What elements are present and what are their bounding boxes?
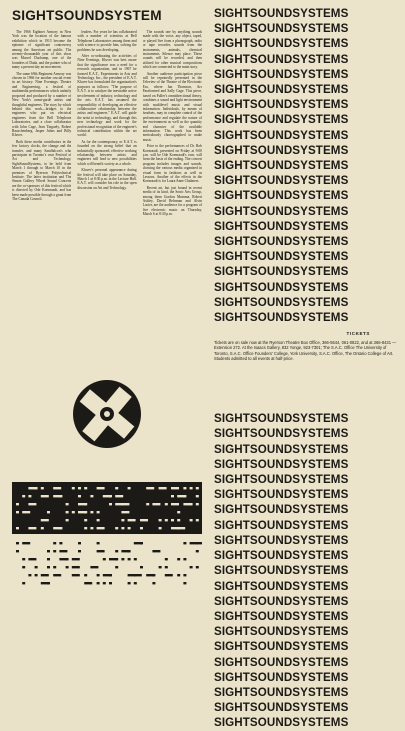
matrix-dot (152, 503, 160, 505)
matrix-dot (28, 495, 31, 497)
matrix-dot (66, 503, 69, 505)
matrix-dot (47, 582, 50, 584)
matrix-dot (41, 574, 49, 576)
dot-matrix-illustration (12, 474, 202, 594)
matrix-dot (121, 511, 129, 513)
wordmark-line: SIGHTSOUNDSYSTEMS (214, 83, 349, 97)
wordmark-line: SIGHTSOUNDSYSTEMS (214, 52, 349, 66)
matrix-dot (22, 558, 25, 560)
wordmark-line: SIGHTSOUNDSYSTEMS (214, 174, 349, 188)
paragraph: As for the contemporary, or E.A.T. is founded on the strong belief that an industrially sponsored, effective working relationship between artists and engineers will lead to new possibilities which will benefit society as a whole. (77, 139, 137, 166)
matrix-dot (22, 582, 25, 584)
matrix-dot (152, 550, 160, 552)
wordmark-line: SIGHTSOUNDSYSTEMS (214, 295, 349, 309)
paragraph: Another audience participation piece will be repeatedly presented in the Teleview of the Theatre of the Electronic Era, where Ian Thomson, Ars Paraformed and Sally Cage. This piece, based on Fuller's omnidirectional theory, combines a sound and light environment with multilevel music and visual information. Individuals, by means of headsets, may in complete control of the performance and regulate the nature of the environment as well as the quantity and character of the available information. This work has been meticulously choreographed to make music. (142, 71, 202, 142)
matrix-dot (177, 511, 180, 513)
matrix-dot (109, 574, 112, 576)
wordmark-line: SIGHTSOUNDSYSTEMS (214, 113, 349, 127)
repeated-wordmark-block-top (214, 6, 400, 325)
matrix-dot (152, 582, 155, 584)
matrix-dot (165, 566, 168, 568)
matrix-dot (97, 582, 100, 584)
matrix-dot (177, 558, 180, 560)
matrix-dot (140, 527, 143, 529)
wordmark-line: SIGHTSOUNDSYSTEMS (214, 625, 349, 639)
matrix-dot (190, 503, 193, 505)
matrix-dot (97, 511, 100, 513)
matrix-dot (109, 582, 112, 584)
wordmark-line: SIGHTSOUNDSYSTEMS (214, 311, 349, 325)
matrix-dot (196, 550, 199, 552)
matrix-dot (115, 550, 118, 552)
matrix-dot (146, 487, 154, 489)
matrix-dot (183, 487, 186, 489)
wordmark-line: SIGHTSOUNDSYSTEMS (214, 7, 349, 20)
wordmark-line: SIGHTSOUNDSYSTEMS (214, 412, 349, 426)
matrix-dot (84, 519, 87, 521)
matrix-dot (196, 542, 202, 544)
matrix-dot (171, 503, 179, 505)
matrix-dot (140, 566, 143, 568)
wordmark-line: SIGHTSOUNDSYSTEMS (214, 473, 349, 487)
matrix-dot (109, 503, 112, 505)
matrix-dot (177, 574, 180, 576)
matrix-dot (140, 542, 143, 544)
matrix-dot (72, 574, 80, 576)
matrix-dot (134, 582, 137, 584)
matrix-dot (66, 558, 69, 560)
paragraph: Price to the performances of Dr. Rob Koenraadt, presented on Friday at 9:00 p.m. will be Ode Koenraadt's own, will form the basis of the ending. The concert program includes images and sounds, showing the various media organized in visual form in fashions as well as Lessons. Another of the effects in the Koenraadt is for Laura Anne Chalmers. (142, 144, 202, 184)
matrix-dot (16, 527, 19, 529)
matrix-dot (35, 487, 38, 489)
matrix-dot (128, 487, 131, 489)
paragraph: The 1966 Eightnet Armory in New York was the location of the famous exhibition which in 1913 become the epitome of significant controversy among the American art public. The seventy-thousandth year of this show was Marcel Duchamp, one of the founders of Dada, and the painter who of many a present day art movement. (12, 30, 72, 70)
wordmark-line: SIGHTSOUNDSYSTEMS (214, 98, 349, 112)
wordmark-line: SIGHTSOUNDSYSTEMS (214, 442, 349, 456)
matrix-dot (59, 495, 62, 497)
matrix-dot (97, 487, 105, 489)
wordmark-line: SIGHTSOUNDSYSTEMS (214, 189, 349, 203)
matrix-dot (183, 574, 186, 576)
matrix-dot (115, 527, 118, 529)
article-title: SIGHTSOUNDSYSTEM (12, 8, 162, 23)
matrix-dot (66, 519, 69, 521)
wordmark-line: SIGHTSOUNDSYSTEMS (214, 685, 349, 699)
matrix-dot (16, 550, 19, 552)
matrix-dot (72, 487, 75, 489)
matrix-dot (53, 550, 56, 552)
matrix-dot (97, 527, 105, 529)
matrix-dot (159, 519, 162, 521)
wordmark-line: SIGHTSOUNDSYSTEMS (214, 579, 349, 593)
wordmark-line: SIGHTSOUNDSYSTEMS (214, 488, 349, 502)
matrix-dot (115, 487, 118, 489)
matrix-dot (16, 542, 19, 544)
paragraph: Recent art, but just bound in recent media of its kind, the Sonic Arts Group, among them Gordon Mumma, Robert Ashley, David Behrman and Alvin Lucier, are the audience for a program of live electronic music on Thursday, March 6 at 8:30 p.m. (142, 185, 202, 217)
matrix-dot (165, 519, 168, 521)
matrix-dot (165, 503, 168, 505)
wordmark-line: SIGHTSOUNDSYSTEMS (214, 37, 349, 51)
matrix-dot (152, 574, 155, 576)
wordmark-line: SIGHTSOUNDSYSTEMS (214, 204, 349, 218)
matrix-dot (35, 574, 38, 576)
matrix-dot (41, 495, 49, 497)
matrix-dot (47, 550, 50, 552)
paragraph: The same 69th Regiment Armory was chosen in 1966 for another crucial event in art history: Nine Evenings: Theatre and Engineering, a festival of multimedia performances which unfairly proposed and produced by a number of New York's avant-garde artists and thoughtful engineers. The story by which behind this work—bridges to the engineers who put on electrical engineers from the Bell Telephone Laboratories, and a close collaborator with John Cage, Jean Tinguely, Robert Rauschenberg, Jasper Johns and Billy Kluver. (12, 71, 72, 138)
matrix-dot (84, 527, 87, 529)
matrix-dot (84, 574, 87, 576)
matrix-dot (128, 519, 136, 521)
wordmark-line: SIGHTSOUNDSYSTEMS (214, 640, 349, 654)
matrix-dot (84, 582, 92, 584)
wordmark-line: SIGHTSOUNDSYSTEMS (214, 564, 349, 578)
matrix-dot (196, 566, 199, 568)
matrix-dot (47, 511, 50, 513)
matrix-dot (78, 542, 81, 544)
matrix-dot (97, 542, 100, 544)
matrix-dot (84, 487, 87, 489)
paragraph: Kluver's personal appearance during the festival will take place on Saturday, March 1 at 8:30 p.m. in the Lecture Hall. E.A.T. will consider his role in the open discussion on Art and Technology. (77, 168, 137, 190)
wordmark-line: SIGHTSOUNDSYSTEMS (214, 655, 349, 669)
matrix-dot (84, 503, 87, 505)
matrix-dot (90, 511, 93, 513)
tickets-box (214, 331, 400, 405)
matrix-dot (134, 574, 142, 576)
circle-cross-illustration (12, 367, 202, 462)
matrix-dot (171, 519, 174, 521)
matrix-dot (59, 542, 62, 544)
wordmark-line: SIGHTSOUNDSYSTEMS (214, 533, 349, 547)
matrix-dot (128, 527, 131, 529)
matrix-dot (165, 558, 168, 560)
matrix-dot (128, 558, 131, 560)
wordmark-line: SIGHTSOUNDSYSTEMS (214, 67, 349, 81)
matrix-dot (121, 558, 124, 560)
wordmark-line: SIGHTSOUNDSYSTEMS (214, 503, 349, 517)
matrix-dot (115, 558, 118, 560)
matrix-dot (16, 511, 19, 513)
matrix-dot (22, 566, 25, 568)
repeated-wordmark-block-bottom (214, 411, 400, 730)
matrix-dot (22, 495, 25, 497)
matrix-dot (22, 542, 30, 544)
matrix-dot (196, 487, 199, 489)
paragraph: leaders. For years he has collaborated with a number of scientists at Bell Telephone Laboratories among them and with science to provide him, solving the problems he was developing. (77, 30, 137, 52)
wordmark-line: SIGHTSOUNDSYSTEMS (214, 670, 349, 684)
paragraph: Both these media contributors in the few factory clocks, the change and the transfer, and many Sandfalcon's who participate in Toronto's own Festival of Art and Technology, SightSoundSystems, to be held from March 1 through to March 10 in the premises of Ryerson Polytechnical Institute. The latter institution and The Simon Gallery Wheel Sound Concerts are the co-sponsors of this festival which is directed by Ode Koenraadt, and has been made possible through a grant from The Canada Council. (12, 139, 72, 202)
matrix-dot (121, 503, 129, 505)
matrix-dot (53, 542, 56, 544)
matrix-dot (97, 550, 105, 552)
matrix-dot (159, 566, 162, 568)
paragraph: After co-ordinating the activities of Nine Evenings, Kluver was best aware that the significance was a need for a research organization, and in 1967 he formed E.A.T., Experiments in Arts and Technology. Inc., the president of E.A.T. Kluver has formulated the organization's purposes as follows: "The purpose of E.A.T. is to catalyze the inevitable active involvement of industry, technology and the arts. E.A.T. has assumed the responsibility of developing an effective collaborative relationship between the artists and engineers." E.A.T. will guide the artist to technology, and through this new technology and work for the professional recognition of the engineer's technical contribution within the art world. (77, 54, 137, 138)
matrix-dot (97, 574, 100, 576)
matrix-dot (41, 527, 44, 529)
tickets-heading: TICKETS (346, 331, 370, 337)
matrix-dot (115, 495, 123, 497)
wordmark-line: SIGHTSOUNDSYSTEMS (214, 518, 349, 532)
matrix-dot (177, 519, 180, 521)
sightsound-sidebar (214, 6, 400, 730)
matrix-dot (72, 558, 80, 560)
wordmark-line: SIGHTSOUNDSYSTEMS (214, 457, 349, 471)
matrix-dot (183, 558, 186, 560)
matrix-dot (28, 558, 36, 560)
wordmark-line: SIGHTSOUNDSYSTEMS (214, 609, 349, 623)
wordmark-line: SIGHTSOUNDSYSTEMS (214, 143, 349, 157)
matrix-dot (22, 511, 30, 513)
matrix-dot (90, 495, 93, 497)
wordmark-line: SIGHTSOUNDSYSTEMS (214, 427, 349, 441)
matrix-dot (72, 511, 75, 513)
matrix-dot (128, 550, 131, 552)
wordmark-line: SIGHTSOUNDSYSTEMS (214, 250, 349, 264)
wordmark-line: SIGHTSOUNDSYSTEMS (214, 219, 349, 233)
matrix-dot (140, 519, 148, 521)
matrix-dot (121, 519, 124, 521)
matrix-dot (190, 519, 193, 521)
matrix-dot (90, 566, 98, 568)
matrix-dot (97, 519, 100, 521)
matrix-dot (66, 566, 69, 568)
matrix-dot (28, 574, 31, 576)
matrix-dot (72, 566, 80, 568)
wordmark-line: SIGHTSOUNDSYSTEMS (214, 128, 349, 142)
matrix-dot (121, 527, 124, 529)
wordmark-line: SIGHTSOUNDSYSTEMS (214, 22, 349, 36)
matrix-dot (190, 566, 193, 568)
matrix-dot (159, 527, 162, 529)
matrix-dot (47, 566, 50, 568)
matrix-dot (128, 582, 131, 584)
matrix-dot (66, 511, 69, 513)
matrix-dot (165, 574, 173, 576)
matrix-dot (115, 566, 118, 568)
matrix-dot (159, 487, 167, 489)
matrix-dot (78, 550, 81, 552)
wordmark-line: SIGHTSOUNDSYSTEMS (214, 701, 349, 715)
matrix-dot (146, 503, 149, 505)
wordmark-line: SIGHTSOUNDSYSTEMS (214, 594, 349, 608)
wordmark-line: SIGHTSOUNDSYSTEMS (214, 716, 349, 730)
paragraph: The sounds one by anything sounds made with the voice, any object, taped, or played live from a phonograph, radio or tape recorder, sounds from the instruments, animals, chemical instruments. Silence may place. These sounds will be recorded, and then utilized for other musical compositions which are connected to the main story. (142, 30, 202, 70)
matrix-dot (183, 582, 186, 584)
matrix-dot (53, 574, 61, 576)
matrix-dot (134, 558, 137, 560)
matrix-dot (171, 487, 179, 489)
matrix-dot (183, 495, 186, 497)
wordmark-line: SIGHTSOUNDSYSTEMS (214, 549, 349, 563)
matrix-dot (78, 495, 81, 497)
matrix-dot (103, 582, 106, 584)
wordmark-line: SIGHTSOUNDSYSTEMS (214, 235, 349, 249)
matrix-dot (196, 503, 199, 505)
matrix-dot (196, 495, 199, 497)
matrix-dot (59, 527, 62, 529)
matrix-dot (84, 511, 87, 513)
wordmark-line: SIGHTSOUNDSYSTEMS (214, 159, 349, 173)
matrix-dot (53, 487, 61, 489)
matrix-dot (16, 503, 19, 505)
matrix-dot (78, 487, 81, 489)
matrix-dot (35, 566, 38, 568)
matrix-dot (59, 550, 67, 552)
matrix-dot (28, 527, 36, 529)
wordmark-line: SIGHTSOUNDSYSTEMS (214, 265, 349, 279)
matrix-dot (41, 487, 44, 489)
matrix-dot (41, 519, 49, 521)
matrix-dot (103, 558, 106, 560)
matrix-dot (90, 527, 93, 529)
matrix-dot (53, 566, 56, 568)
matrix-dot (28, 503, 36, 505)
matrix-dot (196, 519, 199, 521)
matrix-dot (109, 495, 112, 497)
wordmark-line: SIGHTSOUNDSYSTEMS (214, 280, 349, 294)
matrix-dot (47, 558, 50, 560)
matrix-dot (171, 495, 174, 497)
tickets-info: Tickets are on sale now at the Ryerson Theatre Box Office, 366-5544, 061-0822, and at 366-8431 — Extension 272. At the Isaacs Gallery, 832 Yonge, 923-7301; The S.A.C. Office The University of Toronto, S.A.C. Office Founders' College, York University, S.A.C. Office, The Ontario College of Art. Students admitted to all events at half-price. (214, 340, 397, 361)
matrix-dot (183, 542, 186, 544)
matrix-dot (177, 527, 185, 529)
matrix-dot (190, 487, 193, 489)
